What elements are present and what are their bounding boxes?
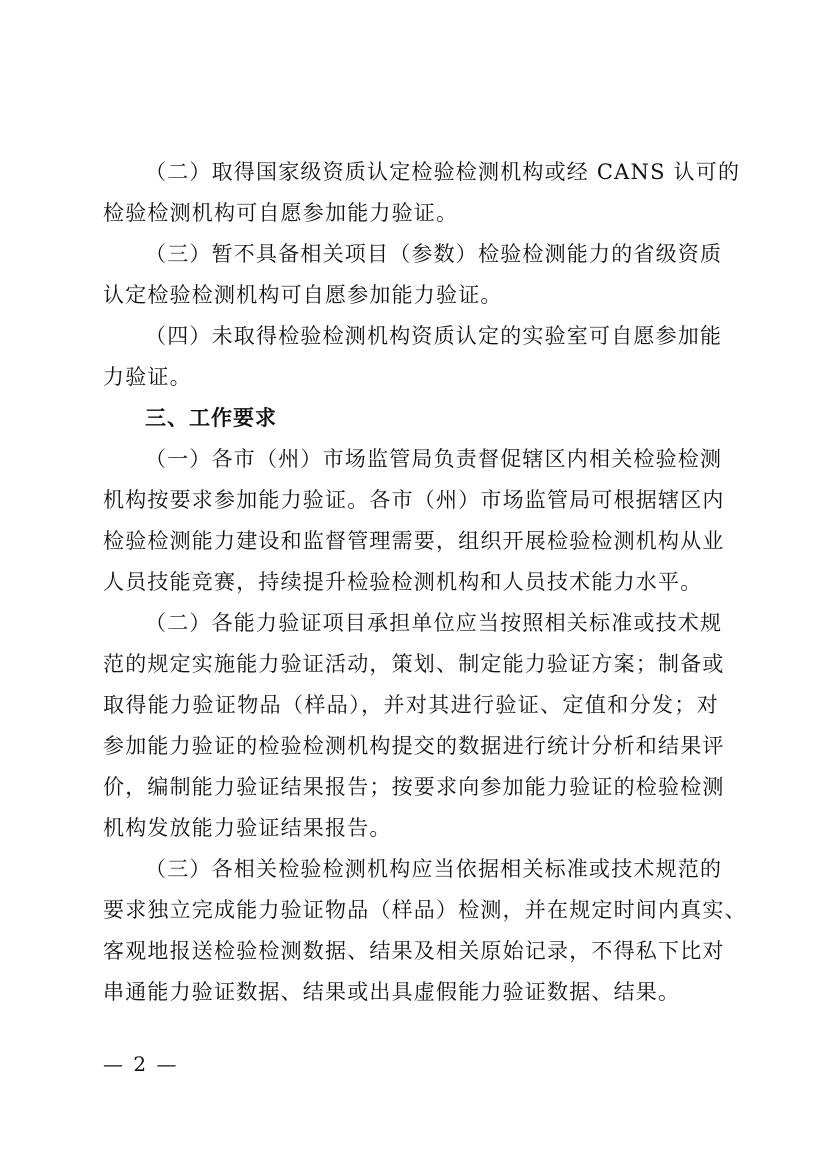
paragraph-line: 范的规定实施能力验证活动，策划、制定能力验证方案；制备或 bbox=[103, 652, 725, 676]
paragraph-line: （三）各相关检验检测机构应当依据相关标准或技术规范的 bbox=[145, 857, 723, 881]
paragraph-line: （四）未取得检验检测机构资质认定的实验室可自愿参加能 bbox=[145, 324, 723, 348]
paragraph-line: 认定检验检测机构可自愿参加能力验证。 bbox=[103, 283, 503, 307]
paragraph-line: 要求独立完成能力验证物品（样品）检测，并在规定时间内真实、 bbox=[103, 898, 747, 922]
paragraph-line: 机构发放能力验证结果报告。 bbox=[103, 816, 392, 840]
paragraph-3 bbox=[103, 234, 723, 316]
paragraph-line: （二）取得国家级资质认定检验检测机构或经 CANS 认可的 bbox=[145, 160, 741, 184]
paragraph-line: （三）暂不具备相关项目（参数）检验检测能力的省级资质 bbox=[145, 242, 723, 266]
document-body bbox=[103, 152, 747, 1013]
paragraph-line: 检验检测机构可自愿参加能力验证。 bbox=[103, 201, 459, 225]
paragraph-line: 机构按要求参加能力验证。各市（州）市场监管局可根据辖区内 bbox=[103, 488, 725, 512]
paragraph-line: 人员技能竞赛，持续提升检验检测机构和人员技术能力水平。 bbox=[103, 570, 703, 594]
section-heading: 三、工作要求 bbox=[145, 406, 277, 430]
paragraph-line: 参加能力验证的检验检测机构提交的数据进行统计分析和结果评 bbox=[103, 734, 725, 758]
requirement-1 bbox=[103, 439, 725, 603]
paragraph-line: （二）各能力验证项目承担单位应当按照相关标准或技术规 bbox=[145, 611, 723, 635]
paragraph-2 bbox=[103, 152, 741, 234]
page-number: — 2 — bbox=[103, 1052, 179, 1076]
requirement-3 bbox=[103, 849, 747, 1013]
requirement-2 bbox=[103, 603, 725, 849]
paragraph-line: 检验检测能力建设和监督管理需要，组织开展检验检测机构从业 bbox=[103, 529, 725, 553]
paragraph-line: 取得能力验证物品（样品），并对其进行验证、定值和分发；对 bbox=[103, 693, 719, 717]
paragraph-line: 价，编制能力验证结果报告；按要求向参加能力验证的检验检测 bbox=[103, 775, 725, 799]
paragraph-line: 串通能力验证数据、结果或出具虚假能力验证数据、结果。 bbox=[103, 980, 681, 1004]
paragraph-line: （一）各市（州）市场监管局负责督促辖区内相关检验检测 bbox=[145, 447, 723, 471]
paragraph-4 bbox=[103, 316, 723, 398]
paragraph-line: 客观地报送检验检测数据、结果及相关原始记录，不得私下比对 bbox=[103, 939, 725, 963]
paragraph-line: 力验证。 bbox=[103, 365, 192, 389]
